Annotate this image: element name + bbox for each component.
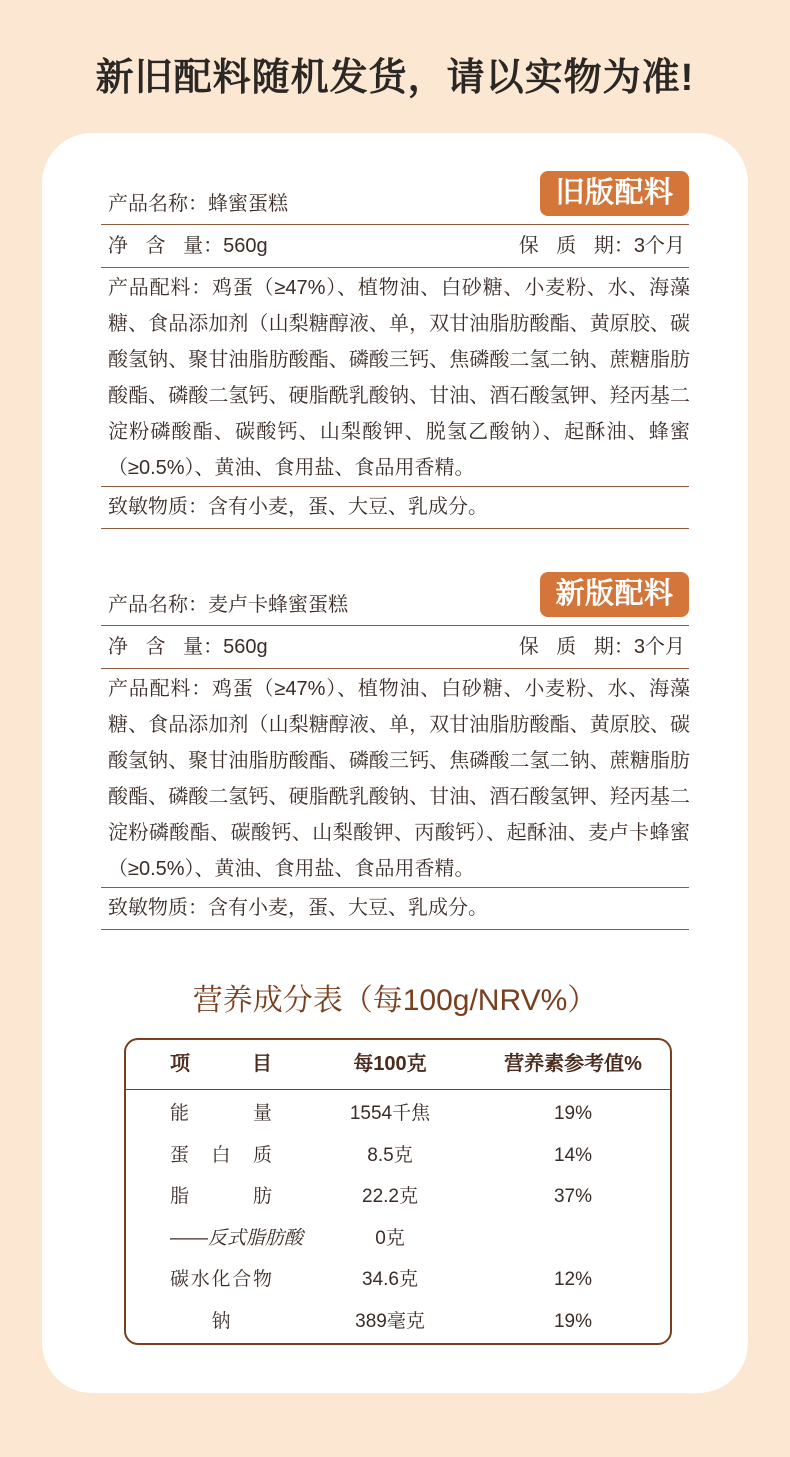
nutrient-nrv: 12%	[553, 1269, 593, 1290]
nutrient-name: 脂 肪	[170, 1186, 272, 1207]
shipping-notice: 新旧配料随机发货，请以实物为准!	[95, 57, 695, 99]
allergen-info: 致敏物质：含有小麦，蛋、大豆、乳成分。	[101, 888, 689, 930]
nutrition-table	[124, 1038, 672, 1345]
header-item: 项 目	[170, 1053, 272, 1075]
nutrition-table-body	[126, 1090, 670, 1342]
header-per100: 每100克	[353, 1053, 427, 1075]
table-row	[126, 1218, 670, 1260]
nutrient-nrv: 37%	[553, 1186, 593, 1207]
ingredients-text: 产品配料：鸡蛋（≥47%）、植物油、白砂糖、小麦粉、水、海藻糖、食品添加剂（山梨糖醇液、单，双甘油脂肪酸酯、黄原胶、碳酸氢钠、聚甘油脂肪酸酯、磷酸三钙、焦磷酸二氢二钠、蔗糖脂肪酸酯、磷酸二氢钙、硬脂酰乳酸钠、甘油、酒石酸氢钾、羟丙基二淀粉磷酸酯、碳酸钙、山梨酸钾、丙酸钙）、起酥油、麦卢卡蜂蜜（≥0.5%）、黄油、食用盐、食品用香精。	[108, 678, 690, 880]
table-row	[126, 1093, 670, 1135]
table-row	[126, 1135, 670, 1177]
nutrient-per100: 1554千焦	[349, 1103, 431, 1124]
table-row	[126, 1176, 670, 1218]
nutrient-per100: 0克	[375, 1227, 405, 1249]
nutrient-per100: 34.6克	[362, 1269, 418, 1290]
nutrition-title: 营养成分表（每100g/NRV%）	[192, 984, 598, 1017]
nutrient-name: ——反式脂肪酸	[170, 1227, 304, 1249]
nutrient-name: 钠	[211, 1310, 231, 1332]
nutrient-name: 蛋 白 质	[170, 1144, 272, 1166]
table-row	[126, 1259, 670, 1301]
nutrient-nrv: 19%	[553, 1103, 593, 1124]
net-content: 净 含 量：560g	[108, 235, 268, 257]
ingredients-block	[101, 268, 689, 487]
net-shelf-row	[101, 626, 689, 669]
nutrient-nrv: 14%	[553, 1144, 593, 1166]
nutrient-name: 能 量	[170, 1103, 272, 1124]
nutrient-per100: 389毫克	[355, 1310, 425, 1332]
nutrient-per100: 22.2克	[362, 1186, 418, 1207]
ingredients-text: 产品配料：鸡蛋（≥47%）、植物油、白砂糖、小麦粉、水、海藻糖、食品添加剂（山梨糖醇液、单，双甘油脂肪酸酯、黄原胶、碳酸氢钠、聚甘油脂肪酸酯、磷酸三钙、焦磷酸二氢二钠、蔗糖脂肪酸酯、磷酸二氢钙、硬脂酰乳酸钠、甘油、酒石酸氢钾、羟丙基二淀粉磷酸酯、碳酸钙、山梨酸钾、脱氢乙酸钠）、起酥油、蜂蜜（≥0.5%）、黄油、食用盐、食品用香精。	[108, 277, 690, 479]
product-name: 产品名称：麦卢卡蜂蜜蛋糕	[108, 594, 348, 616]
table-row	[126, 1301, 670, 1343]
new-formula-section	[101, 572, 689, 930]
net-content: 净 含 量：560g	[108, 636, 268, 658]
product-name-row	[101, 572, 689, 626]
product-name-row	[101, 171, 689, 225]
old-formula-badge: 旧版配料	[540, 171, 689, 216]
shelf-life: 保 质 期：3个月	[518, 636, 685, 658]
nutrient-per100: 8.5克	[367, 1144, 413, 1166]
ingredients-block	[101, 669, 689, 888]
allergen-info: 致敏物质：含有小麦，蛋、大豆、乳成分。	[101, 487, 689, 529]
nutrient-name: 碳水化合物	[170, 1269, 272, 1290]
net-shelf-row	[101, 225, 689, 268]
new-formula-badge: 新版配料	[540, 572, 689, 617]
ingredients-card	[42, 133, 748, 1393]
nutrient-nrv: 19%	[553, 1310, 593, 1332]
old-formula-section	[101, 171, 689, 529]
shelf-life: 保 质 期：3个月	[518, 235, 685, 257]
nutrition-table-header	[126, 1040, 670, 1090]
product-name: 产品名称：蜂蜜蛋糕	[108, 193, 288, 215]
header-nrv: 营养素参考值%	[504, 1053, 642, 1075]
